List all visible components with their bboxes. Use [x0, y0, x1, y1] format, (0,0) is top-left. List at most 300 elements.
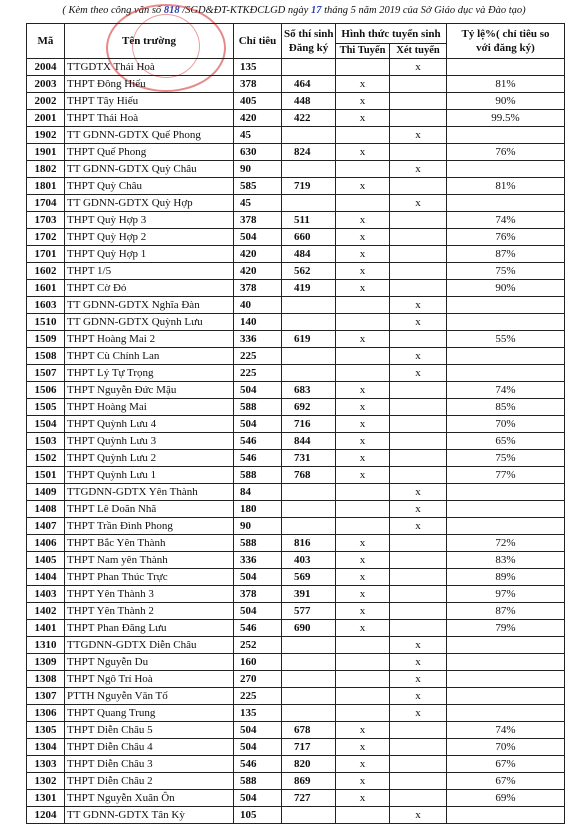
cell-thi-tuyen: x	[336, 280, 390, 297]
cell-ty-le: 74%	[447, 722, 565, 739]
cell-thi-tuyen: x	[336, 603, 390, 620]
cell-xet-tuyen	[390, 586, 447, 603]
cell-so-thi-sinh	[282, 348, 336, 365]
cell-chi-tieu: 504	[234, 229, 282, 246]
cell-xet-tuyen	[390, 246, 447, 263]
cell-ty-le: 77%	[447, 467, 565, 484]
cell-chi-tieu: 90	[234, 161, 282, 178]
cell-ma: 2002	[27, 93, 65, 110]
cell-xet-tuyen	[390, 739, 447, 756]
cell-xet-tuyen	[390, 433, 447, 450]
cell-ten-truong: THPT Diễn Châu 3	[65, 756, 234, 773]
cell-thi-tuyen	[336, 195, 390, 212]
cell-ty-le	[447, 688, 565, 705]
cell-so-thi-sinh: 727	[282, 790, 336, 807]
cell-so-thi-sinh: 464	[282, 76, 336, 93]
cell-ty-le	[447, 195, 565, 212]
cell-ty-le	[447, 654, 565, 671]
cell-ten-truong: THPT Lý Tự Trọng	[65, 365, 234, 382]
table-row	[27, 161, 565, 178]
cell-chi-tieu: 546	[234, 620, 282, 637]
cell-thi-tuyen	[336, 705, 390, 722]
table-row	[27, 178, 565, 195]
cell-ten-truong: THPT Hoàng Mai 2	[65, 331, 234, 348]
cell-ten-truong: THPT Yên Thành 2	[65, 603, 234, 620]
cell-so-thi-sinh	[282, 518, 336, 535]
cell-ten-truong: THPT Quỳ Châu	[65, 178, 234, 195]
cell-ma: 1701	[27, 246, 65, 263]
cell-so-thi-sinh	[282, 484, 336, 501]
cell-xet-tuyen	[390, 603, 447, 620]
cell-so-thi-sinh	[282, 314, 336, 331]
cell-thi-tuyen: x	[336, 569, 390, 586]
cell-ma: 1404	[27, 569, 65, 586]
cell-ty-le: 99.5%	[447, 110, 565, 127]
cell-ten-truong: THPT 1/5	[65, 263, 234, 280]
table-row	[27, 654, 565, 671]
cell-ma: 1801	[27, 178, 65, 195]
cell-ten-truong: THPT Quỳ Hợp 2	[65, 229, 234, 246]
cell-so-thi-sinh: 692	[282, 399, 336, 416]
cell-ten-truong: THPT Lê Doãn Nhã	[65, 501, 234, 518]
cell-ma: 1507	[27, 365, 65, 382]
table-row	[27, 518, 565, 535]
table-row	[27, 603, 565, 620]
cell-xet-tuyen: x	[390, 348, 447, 365]
cell-ten-truong: THPT Thái Hoà	[65, 110, 234, 127]
table-row	[27, 790, 565, 807]
table-row	[27, 807, 565, 824]
cell-ty-le: 65%	[447, 433, 565, 450]
cell-ty-le: 81%	[447, 178, 565, 195]
cell-ty-le: 85%	[447, 399, 565, 416]
cell-ten-truong: TTGDNN-GDTX Diễn Châu	[65, 637, 234, 654]
cell-so-thi-sinh: 816	[282, 535, 336, 552]
header-ty-le	[447, 24, 565, 59]
cell-xet-tuyen: x	[390, 688, 447, 705]
cell-ty-le	[447, 637, 565, 654]
cell-ma: 1310	[27, 637, 65, 654]
cell-ma: 1508	[27, 348, 65, 365]
cell-thi-tuyen: x	[336, 263, 390, 280]
cell-so-thi-sinh: 678	[282, 722, 336, 739]
cell-ty-le	[447, 365, 565, 382]
cell-chi-tieu: 252	[234, 637, 282, 654]
cell-chi-tieu: 588	[234, 535, 282, 552]
cell-chi-tieu: 225	[234, 348, 282, 365]
table-row	[27, 467, 565, 484]
cell-ty-le: 67%	[447, 756, 565, 773]
caption-middle: /SGD&ĐT-KTKĐCLGD ngày	[182, 5, 309, 16]
cell-ty-le: 70%	[447, 739, 565, 756]
cell-xet-tuyen	[390, 467, 447, 484]
cell-thi-tuyen	[336, 365, 390, 382]
table-row	[27, 127, 565, 144]
cell-so-thi-sinh: 717	[282, 739, 336, 756]
cell-so-thi-sinh	[282, 297, 336, 314]
cell-xet-tuyen: x	[390, 161, 447, 178]
cell-ma: 1204	[27, 807, 65, 824]
table-row	[27, 297, 565, 314]
cell-thi-tuyen: x	[336, 467, 390, 484]
cell-ty-le: 81%	[447, 76, 565, 93]
cell-thi-tuyen: x	[336, 450, 390, 467]
header-so-thi-sinh	[282, 24, 336, 59]
table-row	[27, 535, 565, 552]
cell-ten-truong: THPT Tây Hiếu	[65, 93, 234, 110]
table-row	[27, 110, 565, 127]
cell-chi-tieu: 504	[234, 416, 282, 433]
table-row	[27, 484, 565, 501]
cell-ma: 1601	[27, 280, 65, 297]
table-row	[27, 450, 565, 467]
cell-ten-truong: THPT Cù Chính Lan	[65, 348, 234, 365]
table-row	[27, 382, 565, 399]
cell-ma: 1509	[27, 331, 65, 348]
cell-ty-le	[447, 484, 565, 501]
table-row	[27, 688, 565, 705]
cell-ty-le: 97%	[447, 586, 565, 603]
cell-ten-truong: THPT Phan Thúc Trực	[65, 569, 234, 586]
cell-chi-tieu: 420	[234, 246, 282, 263]
cell-thi-tuyen: x	[336, 110, 390, 127]
cell-ma: 1403	[27, 586, 65, 603]
cell-so-thi-sinh: 403	[282, 552, 336, 569]
cell-thi-tuyen: x	[336, 382, 390, 399]
cell-ma: 1802	[27, 161, 65, 178]
cell-ten-truong: THPT Nguyễn Đức Mậu	[65, 382, 234, 399]
cell-thi-tuyen: x	[336, 76, 390, 93]
cell-ten-truong: THPT Nguyễn Du	[65, 654, 234, 671]
cell-ten-truong: THPT Quỳ Hợp 1	[65, 246, 234, 263]
cell-chi-tieu: 135	[234, 59, 282, 76]
table-row	[27, 705, 565, 722]
cell-chi-tieu: 504	[234, 722, 282, 739]
cell-so-thi-sinh: 569	[282, 569, 336, 586]
cell-ty-le	[447, 518, 565, 535]
table-row	[27, 416, 565, 433]
cell-xet-tuyen: x	[390, 297, 447, 314]
cell-ten-truong: TT GDNN-GDTX Tân Kỳ	[65, 807, 234, 824]
cell-chi-tieu: 336	[234, 552, 282, 569]
cell-chi-tieu: 420	[234, 263, 282, 280]
caption-prefix: ( Kèm theo công văn số	[62, 5, 162, 16]
cell-xet-tuyen	[390, 416, 447, 433]
header-ty-le-line1: Tỷ lệ%( chỉ tiêu so	[461, 28, 550, 40]
cell-ty-le	[447, 59, 565, 76]
cell-ma: 1503	[27, 433, 65, 450]
cell-ten-truong: THPT Quỳnh Lưu 3	[65, 433, 234, 450]
table-row	[27, 552, 565, 569]
cell-ten-truong: TT GDNN-GDTX Quỳ Hợp	[65, 195, 234, 212]
cell-xet-tuyen	[390, 535, 447, 552]
cell-ma: 1702	[27, 229, 65, 246]
cell-xet-tuyen	[390, 756, 447, 773]
cell-ten-truong: THPT Cờ Đỏ	[65, 280, 234, 297]
cell-ten-truong: THPT Diễn Châu 5	[65, 722, 234, 739]
cell-so-thi-sinh: 690	[282, 620, 336, 637]
cell-xet-tuyen	[390, 331, 447, 348]
table-row	[27, 348, 565, 365]
cell-xet-tuyen: x	[390, 654, 447, 671]
table-row	[27, 280, 565, 297]
header-chi-tieu: Chỉ tiêu	[234, 24, 282, 59]
cell-ten-truong: THPT Nguyễn Xuân Ôn	[65, 790, 234, 807]
cell-chi-tieu: 405	[234, 93, 282, 110]
cell-ma: 1407	[27, 518, 65, 535]
cell-thi-tuyen: x	[336, 212, 390, 229]
cell-so-thi-sinh: 448	[282, 93, 336, 110]
table-row	[27, 229, 565, 246]
cell-so-thi-sinh: 824	[282, 144, 336, 161]
cell-so-thi-sinh: 511	[282, 212, 336, 229]
cell-xet-tuyen	[390, 790, 447, 807]
cell-xet-tuyen: x	[390, 671, 447, 688]
cell-ten-truong: THPT Quỳnh Lưu 2	[65, 450, 234, 467]
cell-ten-truong: THPT Bắc Yên Thành	[65, 535, 234, 552]
cell-thi-tuyen	[336, 59, 390, 76]
cell-ma: 1505	[27, 399, 65, 416]
cell-thi-tuyen: x	[336, 739, 390, 756]
cell-xet-tuyen	[390, 620, 447, 637]
cell-so-thi-sinh: 422	[282, 110, 336, 127]
cell-ma: 1406	[27, 535, 65, 552]
cell-thi-tuyen: x	[336, 331, 390, 348]
cell-chi-tieu: 546	[234, 756, 282, 773]
header-so-thi-sinh-line1: Số thí sinh	[284, 28, 334, 40]
table-row	[27, 195, 565, 212]
cell-chi-tieu: 105	[234, 807, 282, 824]
cell-so-thi-sinh	[282, 501, 336, 518]
cell-xet-tuyen	[390, 569, 447, 586]
cell-thi-tuyen: x	[336, 586, 390, 603]
table-row	[27, 671, 565, 688]
cell-so-thi-sinh: 768	[282, 467, 336, 484]
cell-ty-le: 72%	[447, 535, 565, 552]
cell-ty-le	[447, 314, 565, 331]
cell-ten-truong: TT GDNN-GDTX Nghĩa Đàn	[65, 297, 234, 314]
cell-ten-truong: PTTH Nguyễn Văn Tố	[65, 688, 234, 705]
cell-ty-le: 76%	[447, 229, 565, 246]
cell-so-thi-sinh	[282, 127, 336, 144]
table-row	[27, 739, 565, 756]
cell-ty-le: 75%	[447, 450, 565, 467]
table-row	[27, 314, 565, 331]
table-row	[27, 722, 565, 739]
cell-ty-le: 90%	[447, 280, 565, 297]
cell-xet-tuyen: x	[390, 195, 447, 212]
table-row	[27, 246, 565, 263]
cell-chi-tieu: 160	[234, 654, 282, 671]
cell-xet-tuyen	[390, 144, 447, 161]
cell-thi-tuyen: x	[336, 552, 390, 569]
cell-xet-tuyen: x	[390, 127, 447, 144]
cell-xet-tuyen: x	[390, 501, 447, 518]
cell-chi-tieu: 40	[234, 297, 282, 314]
cell-ten-truong: THPT Quang Trung	[65, 705, 234, 722]
cell-ma: 1302	[27, 773, 65, 790]
cell-so-thi-sinh: 619	[282, 331, 336, 348]
cell-ty-le: 79%	[447, 620, 565, 637]
cell-xet-tuyen	[390, 93, 447, 110]
table-row	[27, 93, 565, 110]
cell-ma: 1306	[27, 705, 65, 722]
cell-ma: 1402	[27, 603, 65, 620]
header-ty-le-line2: với đăng ký)	[476, 42, 535, 54]
table-row	[27, 263, 565, 280]
cell-ma: 1309	[27, 654, 65, 671]
caption-suffix: tháng 5 năm 2019 của Sở Giáo dục và Đào tạo)	[324, 5, 526, 16]
cell-so-thi-sinh	[282, 637, 336, 654]
cell-ty-le	[447, 348, 565, 365]
cell-ma: 1405	[27, 552, 65, 569]
table-row	[27, 331, 565, 348]
cell-ten-truong: THPT Quế Phong	[65, 144, 234, 161]
cell-so-thi-sinh: 484	[282, 246, 336, 263]
cell-ty-le	[447, 161, 565, 178]
cell-so-thi-sinh: 820	[282, 756, 336, 773]
cell-ma: 1303	[27, 756, 65, 773]
header-hinh-thuc: Hình thức tuyển sinh	[336, 24, 447, 44]
table-row	[27, 773, 565, 790]
cell-ma: 1703	[27, 212, 65, 229]
cell-ty-le: 83%	[447, 552, 565, 569]
cell-xet-tuyen: x	[390, 637, 447, 654]
cell-thi-tuyen: x	[336, 620, 390, 637]
cell-thi-tuyen	[336, 654, 390, 671]
cell-ma: 1308	[27, 671, 65, 688]
cell-so-thi-sinh	[282, 671, 336, 688]
cell-thi-tuyen: x	[336, 229, 390, 246]
cell-chi-tieu: 180	[234, 501, 282, 518]
cell-ma: 1408	[27, 501, 65, 518]
cell-thi-tuyen: x	[336, 773, 390, 790]
cell-chi-tieu: 378	[234, 280, 282, 297]
cell-ty-le: 55%	[447, 331, 565, 348]
cell-chi-tieu: 90	[234, 518, 282, 535]
cell-so-thi-sinh	[282, 688, 336, 705]
cell-ten-truong: THPT Diễn Châu 2	[65, 773, 234, 790]
cell-so-thi-sinh	[282, 807, 336, 824]
cell-so-thi-sinh	[282, 365, 336, 382]
cell-xet-tuyen	[390, 178, 447, 195]
cell-thi-tuyen	[336, 314, 390, 331]
cell-ma: 1501	[27, 467, 65, 484]
cell-thi-tuyen	[336, 297, 390, 314]
cell-thi-tuyen	[336, 518, 390, 535]
cell-xet-tuyen	[390, 263, 447, 280]
table-row	[27, 569, 565, 586]
cell-ty-le: 74%	[447, 212, 565, 229]
cell-ten-truong: THPT Quỳ Hợp 3	[65, 212, 234, 229]
cell-ten-truong: TT GDNN-GDTX Quế Phong	[65, 127, 234, 144]
cell-thi-tuyen	[336, 637, 390, 654]
cell-ten-truong: TTGDNN-GDTX Yên Thành	[65, 484, 234, 501]
cell-xet-tuyen: x	[390, 705, 447, 722]
cell-ten-truong: TT GDNN-GDTX Quỳ Châu	[65, 161, 234, 178]
table-row	[27, 365, 565, 382]
cell-ty-le	[447, 705, 565, 722]
cell-ma: 1504	[27, 416, 65, 433]
cell-ty-le: 76%	[447, 144, 565, 161]
cell-xet-tuyen	[390, 722, 447, 739]
cell-thi-tuyen: x	[336, 416, 390, 433]
cell-so-thi-sinh: 716	[282, 416, 336, 433]
cell-xet-tuyen: x	[390, 518, 447, 535]
cell-chi-tieu: 546	[234, 450, 282, 467]
cell-thi-tuyen: x	[336, 535, 390, 552]
cell-xet-tuyen	[390, 552, 447, 569]
cell-chi-tieu: 585	[234, 178, 282, 195]
cell-thi-tuyen: x	[336, 246, 390, 263]
cell-ma: 1409	[27, 484, 65, 501]
cell-ten-truong: TT GDNN-GDTX Quỳnh Lưu	[65, 314, 234, 331]
header-ma: Mã	[27, 24, 65, 59]
cell-ma: 2004	[27, 59, 65, 76]
cell-chi-tieu: 378	[234, 586, 282, 603]
cell-ma: 2003	[27, 76, 65, 93]
cell-xet-tuyen	[390, 110, 447, 127]
cell-so-thi-sinh	[282, 195, 336, 212]
cell-chi-tieu: 45	[234, 195, 282, 212]
cell-xet-tuyen	[390, 229, 447, 246]
cell-ma: 1704	[27, 195, 65, 212]
cell-thi-tuyen: x	[336, 722, 390, 739]
cell-xet-tuyen	[390, 76, 447, 93]
cell-xet-tuyen	[390, 399, 447, 416]
cell-xet-tuyen: x	[390, 365, 447, 382]
cell-chi-tieu: 84	[234, 484, 282, 501]
cell-chi-tieu: 588	[234, 773, 282, 790]
table-row	[27, 212, 565, 229]
cell-ma: 2001	[27, 110, 65, 127]
cell-ma: 1510	[27, 314, 65, 331]
cell-thi-tuyen	[336, 688, 390, 705]
cell-thi-tuyen	[336, 671, 390, 688]
cell-so-thi-sinh	[282, 705, 336, 722]
table-row	[27, 637, 565, 654]
cell-ma: 1401	[27, 620, 65, 637]
cell-chi-tieu: 140	[234, 314, 282, 331]
cell-chi-tieu: 504	[234, 603, 282, 620]
cell-thi-tuyen	[336, 501, 390, 518]
cell-ten-truong: TTGDTX Thái Hoà	[65, 59, 234, 76]
cell-ma: 1901	[27, 144, 65, 161]
cell-ten-truong: THPT Yên Thành 3	[65, 586, 234, 603]
cell-so-thi-sinh: 844	[282, 433, 336, 450]
cell-chi-tieu: 270	[234, 671, 282, 688]
cell-ty-le: 89%	[447, 569, 565, 586]
cell-ty-le	[447, 127, 565, 144]
caption-document-number: 818	[163, 5, 180, 16]
cell-xet-tuyen: x	[390, 484, 447, 501]
cell-chi-tieu: 588	[234, 467, 282, 484]
cell-chi-tieu: 504	[234, 382, 282, 399]
cell-thi-tuyen	[336, 348, 390, 365]
table-header-row	[27, 24, 565, 44]
cell-xet-tuyen: x	[390, 59, 447, 76]
table-row	[27, 59, 565, 76]
cell-ten-truong: THPT Hoàng Mai	[65, 399, 234, 416]
cell-so-thi-sinh: 869	[282, 773, 336, 790]
cell-chi-tieu: 420	[234, 110, 282, 127]
cell-ty-le: 70%	[447, 416, 565, 433]
cell-thi-tuyen: x	[336, 790, 390, 807]
cell-ma: 1301	[27, 790, 65, 807]
caption-day: 17	[310, 5, 322, 16]
cell-so-thi-sinh: 660	[282, 229, 336, 246]
cell-thi-tuyen: x	[336, 399, 390, 416]
